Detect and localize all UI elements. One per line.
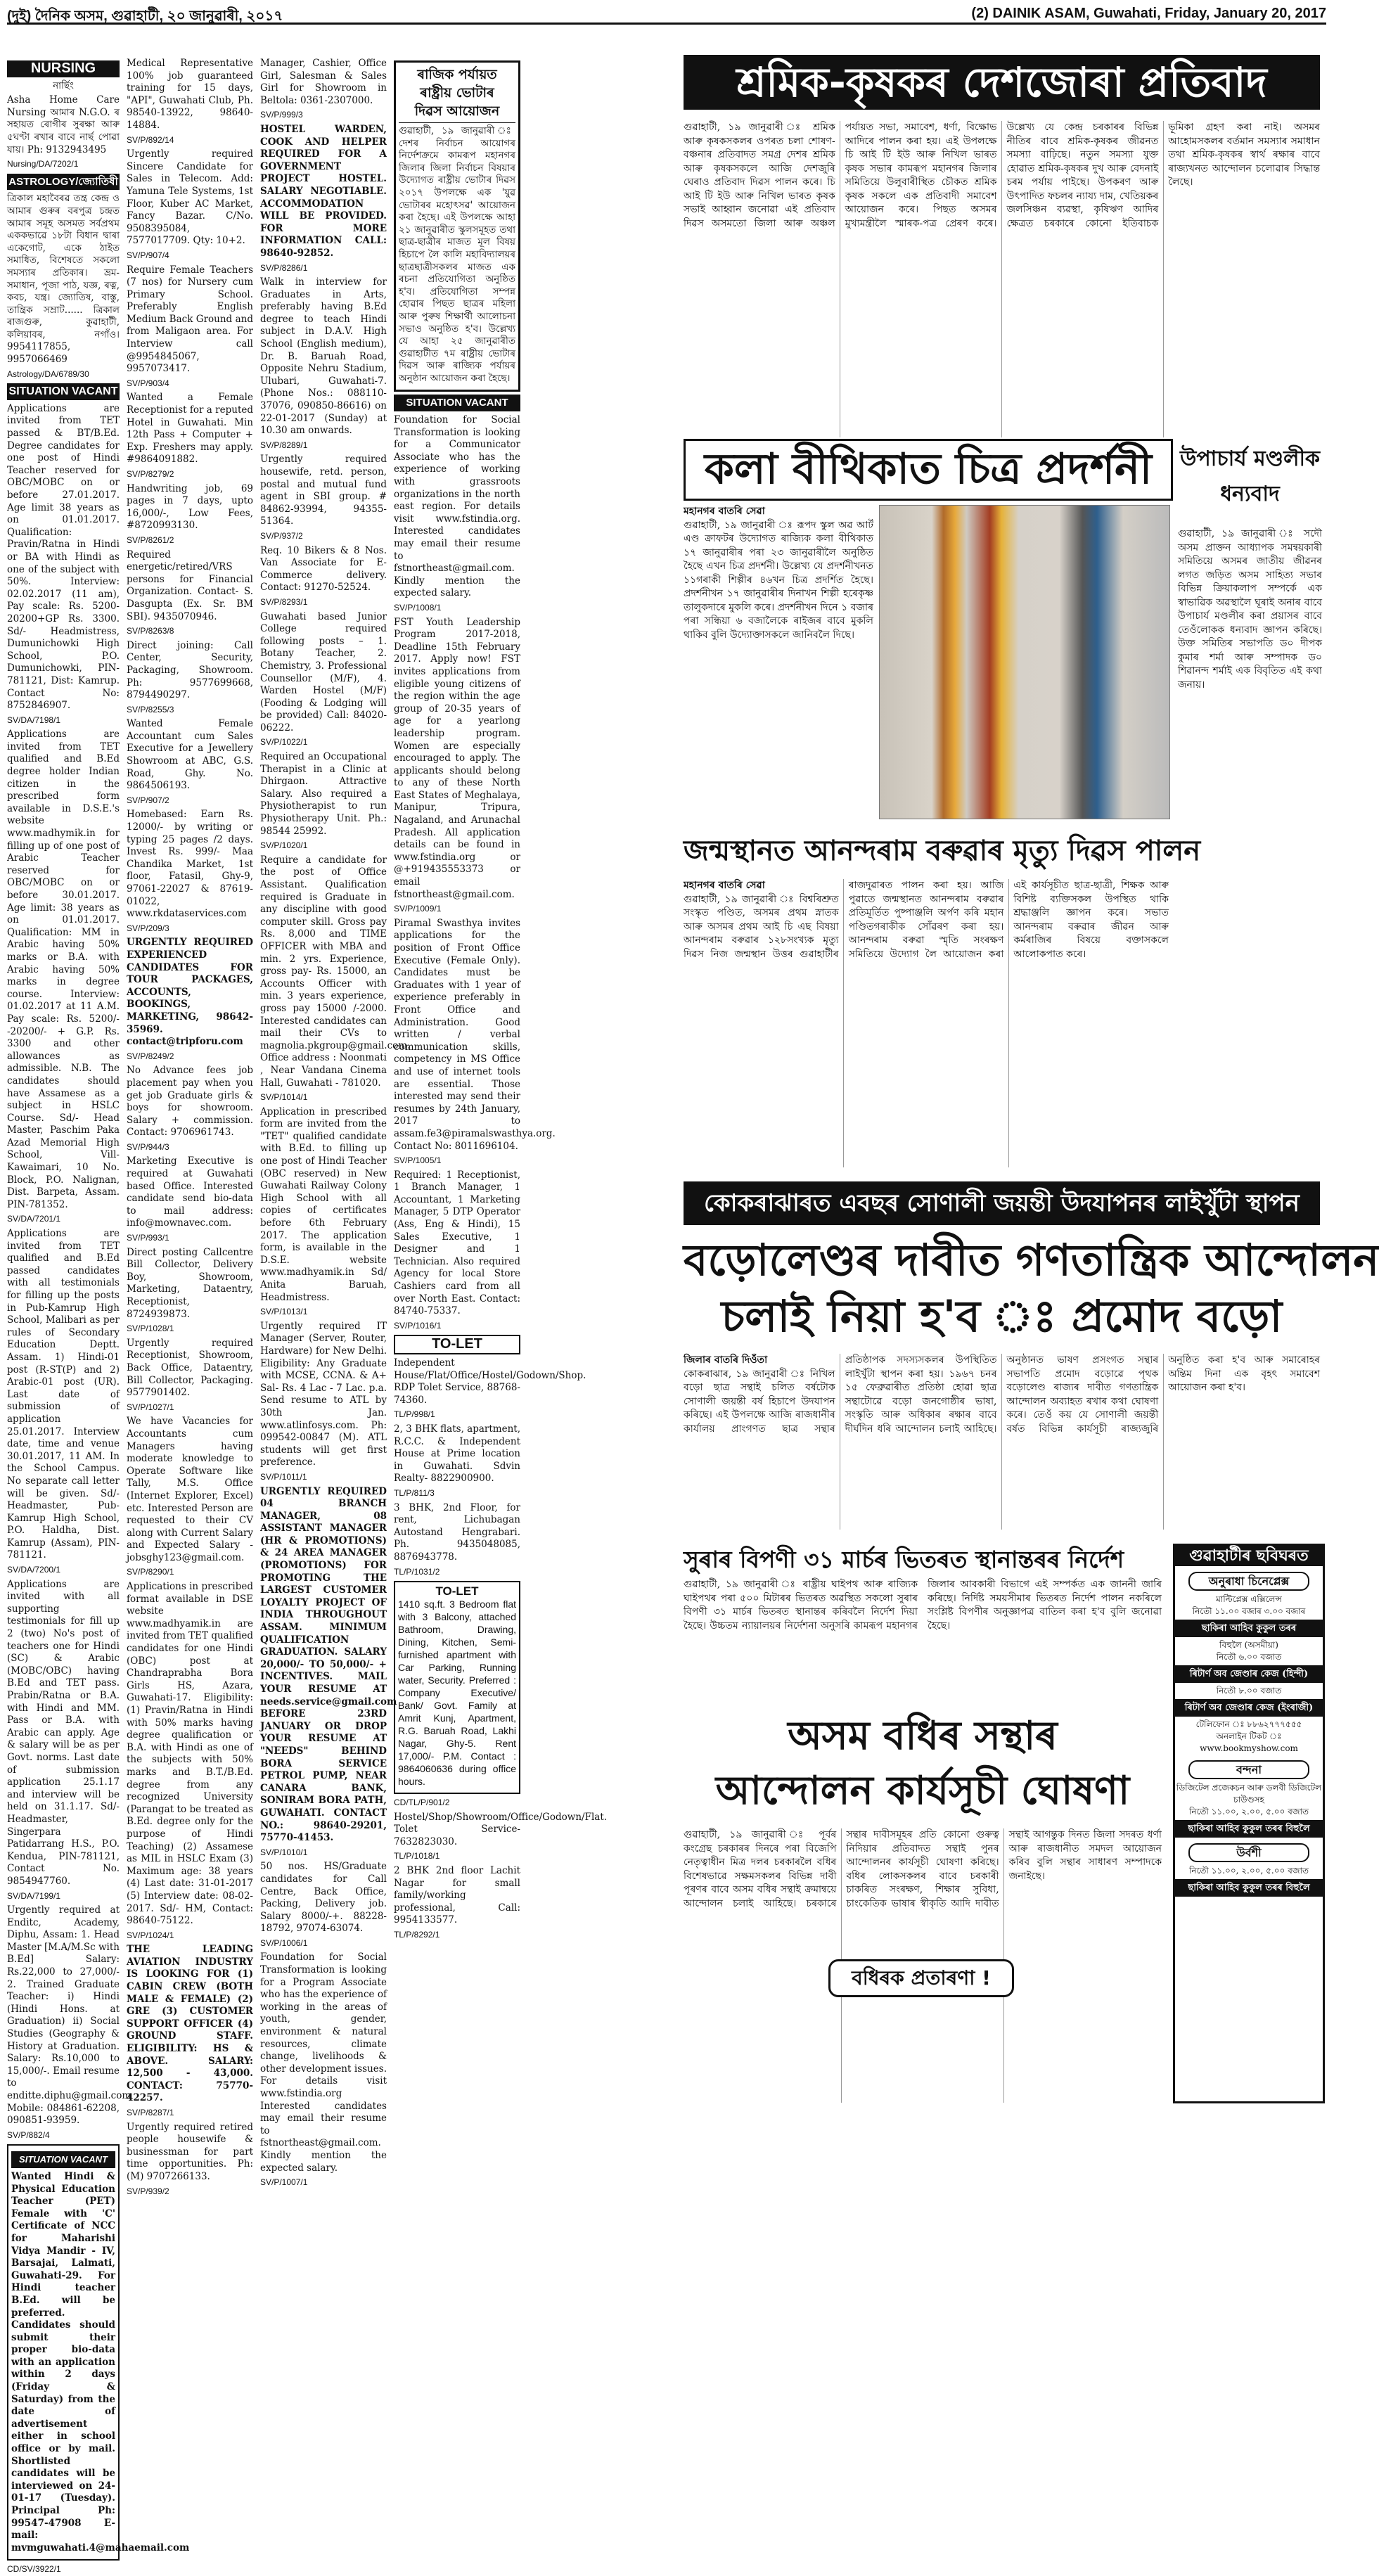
- ad-code: SV/P/903/4: [127, 378, 169, 388]
- classified-ad: No Advance fees job placement pay when you get job Graduate girls & boys for showroom. Salary + commission. Contact: 9706961743.: [127, 1065, 253, 1139]
- tolet-heading: TO-LET: [394, 1335, 520, 1354]
- classified-ad: Urgently required retired people housewife & businessman for part time opportunities. Ph: (M) 9707266133.: [127, 2121, 253, 2182]
- cinema-showtime-line: ডিজিটেল প্ৰজেকচন আৰু ডলবী ডিজিটেল চাউণ্ডসহ: [1176, 1783, 1322, 1805]
- classified-ad: Hostel/Shop/Showroom/Office/Godown/Flat. Tolet Service-7632823030.: [394, 1811, 608, 1847]
- article-2-text: গুৱাহাটী, ১৯ জানুৱাৰী ঃ রূপদ স্কুল অৱ আৰ্ট এণ্ড ক্ৰাফটৰ উদ্যোগত ৰাজ্যিক কলা বীথিকাত ১৭ জানুৱাৰীৰ পৰা ২৩ জানুৱাৰীলৈ অনুষ্ঠিত হৈছে এখন চিত্ৰ প্ৰদৰ্শনী। উল্লেখ্য যে প্ৰদৰ্শনীখনত ১১গৰাকী শিল্পীৰ ৪৬খন চিত্ৰ প্ৰদৰ্শিত হৈছে। প্ৰদৰ্শনীখন ১৭ জানুৱাৰীৰ দিনাখন শিল্পী হৰেকৃষ্ণ তালুকদাৰে মুকলি কৰে। প্ৰদৰ্শনীখন দিনে ১ বজাৰ পৰা সন্ধিয়া ৬ বজালৈকে ৰাইজৰ বাবে মুকলি থাকিব বুলি উদ্যোক্তাসকলে জানিবলৈ দিছে।: [684, 519, 873, 641]
- headline-3: উপাচাৰ্য মণ্ডলীক ধন্যবাদ: [1179, 447, 1321, 506]
- ad-code: SV/P/907/4: [127, 250, 169, 260]
- ad-code: Astrology/DA/6789/30: [7, 369, 89, 379]
- cinema-showtime-line: নিতৌ ৮.০০ বজাত: [1216, 1686, 1282, 1696]
- cinema-showtime-line: ছাকিৰা আহিব কুকুল তৰৰ: [1175, 1620, 1323, 1637]
- classified-ad: We have Vacancies for Accountants cum Managers having moderate knowledge to Operate Software like Tally, M.S. Office (Internet Explorer, Excel) etc. Interested Person are requested to their CV along with Current Salary and Expected Salary - jobsghy123@gmail.com.: [127, 1416, 253, 1563]
- ad-code: SV/P/1011/1: [260, 1471, 307, 1482]
- headline-6: সুৰাৰ বিপণী ৩১ মাৰ্চৰ ভিতৰত স্থানান্তৰৰ নিৰ্দেশ: [684, 1546, 1124, 1573]
- classified-ad: 3 BHK, 2nd Floor, for rent, Lichubagan Autostand Hengrabari. Ph. 9435048085, 8876943778.: [394, 1501, 520, 1563]
- article-4-text: গুৱাহাটী, ১৯ জানুৱাৰী ঃ বিশ্বৰিশ্ৰুত সংস্কৃত পণ্ডিত, অসমৰ প্ৰথম স্নাতক আৰু অসমৰ প্ৰথম আই চি এছ বিষয়া আনন্দৰাম বৰুৱাৰ ১২৮সংখ্যক মৃত্যু দিৱস নিজ জন্মস্থান উত্তৰ গুৱাহাটীৰ ৰাজদুৱাৰত পালন কৰা হয়। আজি পুৱাতে জন্মস্থানত আনন্দৰাম বৰুৱাৰ প্ৰতিমূৰ্তিত পুষ্পাঞ্জলি অৰ্পণ কৰি মহান পণ্ডিতগৰাকীক সোঁৱৰণ কৰা হয়। আনন্দৰাম বৰুৱা স্মৃতি সংৰক্ষণ সমিতিয়ে উদ্যোগ লৈ আয়োজন কৰা এই কাৰ্যসূচীত ছাত্ৰ-ছাত্ৰী, শিক্ষক আৰু বিশিষ্ট ব্যক্তিসকল উপস্থিত থাকি শ্ৰদ্ধাঞ্জলি জ্ঞাপন কৰে। সভাত আনন্দৰাম বৰুৱাৰ জীৱন আৰু কৰ্মৰাজিৰ বিষয়ে বক্তাসকলে আলোকপাত কৰে।: [684, 880, 1169, 960]
- classified-ad: URGENTLY REQUIRED EXPERIENCED CANDIDATES FOR TOUR PACKAGES, ACCOUNTS, BOOKINGS, MARKETING, 98642-35969. contact@tripforu.com: [127, 937, 253, 1048]
- classified-ad: URGENTLY REQUIRED 04 BRANCH MANAGER, 08 ASSISTANT MANAGER (HR & PROMOTIONS) & 24 AREA MANAGER (PROMOTIONS) FOR PROMOTING THE LARGEST CUSTOMER LOYALTY PROJECT OF INDIA THROUGHOUT ASSAM. MINIMUM QUALIFICATION GRADUATION. SALARY 20,000/- TO 50,000/- + INCENTIVES. MAIL YOUR RESUME AT needs.service@gmail.com BEFORE 23RD JANUARY OR DROP YOUR RESUME AT "NEEDS" BEHIND BORA SERVICE PETROL PUMP, NEAR CANARA BANK, SONIRAM BORA PATH, GUWAHATI. CONTACT NO.: 98640-29201, 75770-41453.: [260, 1485, 397, 1844]
- article-5-text: কোকৰাঝাৰ, ১৯ জানুৱাৰী ঃ নিখিল বড়ো ছাত্ৰ সন্থাই চলিত বৰ্ষটোক সোণালী জয়ন্তী বৰ্ষ হিচাপে উদযাপন কৰিছে। এই উপলক্ষে আজি ৰাজধানীৰ কাৰ্যালয় প্ৰাংগণত ছাত্ৰ সন্থাৰ প্ৰতিষ্ঠাপক সদস্যসকলৰ উপস্থিতিত লাইখুঁটা স্থাপন কৰা হয়। ১৯৬৭ চনৰ ১৫ ফেব্ৰুৱাৰীত প্ৰতিষ্ঠা হোৱা ছাত্ৰ সন্থাটোৱে বড়ো জনগোষ্ঠীৰ ভাষা, সংস্কৃতি আৰু অধিকাৰ ৰক্ষাৰ বাবে দীৰ্ঘদিন ধৰি আন্দোলন চলাই আহিছে। অনুষ্ঠানত ভাষণ প্ৰসংগত সন্থাৰ সভাপতি প্ৰমোদ বড়োৱে পৃথক বড়োলেণ্ড ৰাজ্যৰ দাবীত গণতান্ত্ৰিক আন্দোলন অব্যাহত ৰখাৰ কথা ঘোষণা কৰে। তেওঁ কয় যে সোণালী জয়ন্তী বৰ্ষত বিভিন্ন কাৰ্যসূচী ৰাজ্যজুৰি অনুষ্ঠিত কৰা হ'ব আৰু সমাৰোহৰ অন্তিম দিনা এক বৃহৎ সমাবেশ আয়োজন কৰা হ'ব।: [684, 1354, 1320, 1435]
- ad-code: SV/P/8261/2: [127, 534, 174, 545]
- article-6: [684, 1578, 1162, 1705]
- classified-ad: Manager, Cashier, Office Girl, Salesman & Sales Girl for Showroom in Beltola: 0361-2307000.: [260, 58, 387, 106]
- boxed-ad-text: Wanted Hindi & Physical Education Teacher (PET) Female with 'C' Certificate of NCC for Maharishi Vidya Mandir - IV, Barsajai, Lalmati, Guwahati-29. For Hindi teacher B.Ed. will be preferred. Candidates should submit their proper bio-data with an application within 2 days (Friday & Saturday) from the date of advertisement either in school office or by mail. Shortlisted candidates will be interviewed on 24-01-17 (Tuesday). Principal Ph: 99547-47908 E-mail: mvmguwahati.4@mahaemail.com: [11, 2170, 190, 2553]
- classified-ad: Require Female Teachers (7 nos) for Nursery cum Primary School. Preferably English Medium Back Ground and from Maligaon area. For Interview call @9954845067, 9957073417.: [127, 264, 253, 375]
- ad-list: [127, 58, 253, 2198]
- cinema-listing: [1173, 1544, 1325, 2103]
- classified-ad: Wanted Female Accountant cum Sales Executive for a Jewellery Showroom at ABC, G.S. Road, Ghy. No. 9864506193.: [127, 718, 253, 792]
- ad-code: TL/P/998/1: [394, 1409, 435, 1420]
- ad-code: SV/P/8293/1: [260, 596, 308, 607]
- cinema-showtime-line: ৰিটাৰ্ণ অব জেণ্ডাৰ কেজ (ইংৰাজী): [1175, 1699, 1323, 1717]
- ad-code: SV/P/1020/1: [260, 840, 308, 851]
- tolet-box-text: 1410 sq.ft. 3 Bedroom flat with 3 Balcony, attached Bathroom, Drawing, Dining, Kitchen, Semi-furnished apartment with Car Parking, Running water, Security. Preferred : Company Executive/ Bank/ Govt. Family at Amrit Kunj, Apartment, R.G. Baruah Road, Lakhi Nagar, Ghy-5. Rent 17,000/- P.M. Contact : 9864060636 during office hours.: [398, 1598, 516, 1788]
- header-left: (দুই) দৈনিক অসম, গুৱাহাটী, ২০ জানুৱাৰী, ২০১৭: [7, 8, 283, 24]
- ad-code: CD/SV/3922/1: [7, 2564, 61, 2575]
- tolet-list: [394, 1357, 586, 1578]
- ad-code: SV/P/944/3: [127, 1141, 169, 1152]
- ad-code: SV/P/1027/1: [127, 1402, 174, 1412]
- classified-ad: THE LEADING AVIATION INDUSTRY IS LOOKING FOR (1) CABIN CREW (BOTH MALE & FEMALE) (2) GRE (3) CUSTOMER SUPPORT OFFICER (4) GROUND STAFF. ELIGIBILITY: HS & ABOVE. SALARY: 12,500 - 43,000. CONTACT: 75770-42257.: [127, 1944, 253, 2104]
- ad-code: SV/DA/7200/1: [7, 1565, 61, 1575]
- ad-code: TL/P/811/3: [394, 1487, 435, 1498]
- nursing-ad: Asha Home Care Nursing আমাৰ N.G.O. ৰ সহায়ত ৰোগীৰ সুৰক্ষা আৰু ৫ঘণ্টা ৰখাৰ বাবে নাৰ্ছ পোৱা যায়। Ph: 9132943495: [7, 94, 120, 155]
- bodo-union-banner: কোকৰাঝাৰত এবছৰ সোণালী জয়ন্তী উদযাপনৰ লাইখুঁটা স্থাপন: [684, 1181, 1320, 1225]
- article-5-byline: জিলাৰ বাতৰি দিওঁতা: [684, 1354, 768, 1366]
- classified-ad: Urgently required IT Manager (Server, Router, Hardware) for New Delhi. Eligibility: Any Graduate with MCSE, CCNA. & A+ Sal- Rs. 4 Lac - 7 Lac. p.a. Send resume to ATL by 30th Jan. www.atlinfosys.com. Ph: 099542-00847 (M). ATL students will get first preference.: [260, 1320, 387, 1468]
- ad-code: SV/P/8287/1: [127, 2108, 174, 2117]
- cinema-hall-name: বন্দনা: [1188, 1760, 1309, 1779]
- ad-code: SV/P/939/2: [127, 2186, 169, 2196]
- cinema-showtime-line: www.bookmyshow.com: [1200, 1743, 1298, 1753]
- ad-code: SV/P/892/14: [127, 134, 174, 145]
- classified-ad: Medical Representative 100% job guaranteed training for 15 days, "API", Guwahati Club, Ph. 98540-13922, 98640-14884.: [127, 58, 253, 131]
- page-header: [7, 4, 1326, 25]
- classified-ad: Piramal Swasthya invites applications for the position of Front Office Executive (Female Only). Candidates must be Graduates with 1 year of experience preferably in Front Office and Administration. Good written / verbal communication skills, competency in MS Office and use of internet tools are essential. Those interested may send their resumes by 24th January, 2017 to assam.fe3@piramalswasthya.org. Contact No: 8011696104.: [394, 917, 556, 1152]
- headline-2: কলা বীথিকাত চিত্ৰ প্ৰদৰ্শনী: [684, 439, 1173, 501]
- classifieds-column-3: [260, 58, 411, 2188]
- cinema-hall-name: উৰ্বশী: [1188, 1843, 1309, 1862]
- classified-ad: 50 nos. HS/Graduate candidates for Call Centre, Back Office, Packing, Delivery job. Salary 8000/-+. 88228-18792, 97074-63074.: [260, 1861, 387, 1935]
- ad-code: SV/P/209/3: [127, 923, 169, 933]
- classified-ad: Foundation for Social Transformation is looking for a Communicator Associate who has the experience of working with grassroots organizations in the north east region. For details visit www.fstindia.org. Interested candidates may email their resume to fstnortheast@gmail.com. Kindly mention the expected salary.: [394, 414, 520, 599]
- article-3-text: গুৱাহাটী, ১৯ জানুৱাৰী ঃ সদৌ অসম প্ৰাক্তন আধ্যাপক সমন্বয়কাৰী সমিতিয়ে অসমৰ জাতীয় জীৱনৰ লগত জড়িত অসম সাহিত্য সভাৰ বিভিন্ন ক্ৰিয়াকলাপ সম্পৰ্কে এক স্বাভাৱিক অৱস্থালৈ ঘূৰাই অনাৰ বাবে উপাচাৰ্য মণ্ডলীৰ কৰা প্ৰয়াসৰ বাবে তেওঁলোকক ধন্যবাদ জ্ঞাপন কৰিছে। উক্ত সমিতিৰ সভাপতি ড০ দীপক কুমাৰ শৰ্মা আৰু সম্পাদক ড০ শিৱানন্দ শৰ্মাই এক বিবৃতিত এই কথা জনায়।: [1178, 528, 1322, 691]
- article-1: [684, 121, 1320, 437]
- ad-code: SV/P/1022/1: [260, 737, 308, 748]
- headline-1: শ্ৰমিক-কৃষকৰ দেশজোৰা প্ৰতিবাদ: [684, 55, 1320, 110]
- cinema-showtime-line: বিহুলৈ (অসমীয়া): [1219, 1640, 1278, 1650]
- ad-code: SV/P/1016/1: [394, 1320, 442, 1331]
- nursing-subheading: নাৰ্ছিং: [53, 79, 74, 91]
- ad-code: SV/P/1009/1: [394, 904, 442, 914]
- classified-ad: Handwriting job, 69 pages in 7 days, upto 16,000/-, Low Fees, #8720993130.: [127, 482, 253, 532]
- article-4-byline: মহানগৰ বাতৰি সেৱা: [684, 880, 765, 891]
- ad-code: SV/P/8249/2: [127, 1051, 174, 1061]
- astrology-ad: ত্ৰিকাল মহাবৈৰৱ তন্ত্ৰ কেন্দ্ৰ ও আমাৰ গুৰুৰ বৰপুত্ৰ চন্দ্ৰত আমাৰ সমূহ অসমত সৰ্বপ্ৰথম এককভাৱে ১৮টা বিধান দ্বাৰা একেগোট, একে ঠাইত সমাধিত, বিশেষতে সকলো সমস্যাৰ প্ৰতিকাৰ। ভ্ৰম-সমাধান, পূজা পাঠ, যজ্ঞ, ৰত্ন, কবচ, যন্ত্ৰ। জ্যোতিষ, বাস্তু, তান্ত্ৰিক সম্ৰাট...... ত্ৰিকাল ৰাজগুৰু, কুৱাহাটী, কলিয়াবৰ, নগাঁও। 9954117855, 9957066469: [7, 193, 120, 366]
- classified-ad: Applications are invited from TET qualified and B.Ed passed candidates with all testimonials for filling up the posts in Pub-Kamrup High School, Malibari as per rules of Secondary Education Deptt. Assam. 1) Hindi-01 post (R-ST(P) and 2) Arabic-01 post (UR). Last date of submission of application 25.01.2017. Interview date, time and venue 30.01.2017, 11 AM. In the School Campus. No separate call letter will be given. Sd/- Headmaster, Pub-Kamrup High School, P.O. Haldha, Dist. Kamrup (Assam), PIN-781121.: [7, 1228, 120, 1561]
- ad-code: SV/P/8290/1: [127, 1567, 174, 1577]
- exhibition-photo: [879, 505, 1170, 819]
- headline-4: জন্মস্থানত আনন্দৰাম বৰুৱাৰ মৃত্যু দিৱস পালন: [684, 835, 1201, 867]
- classified-ad: Required: 1 Receptionist, 1 Branch Manager, 1 Accountant, 1 Marketing Manager, 5 DTP Operator (Ass, Eng & Hindi), 15 Sales Executive, 1 Designer and 1 Technician. Also required Agency for local Store Cashiers card from all over North East. Contact: 84740-75337.: [394, 1169, 520, 1317]
- voter-day-headline-1: ৰাজিক পৰ্যায়ত: [417, 67, 497, 82]
- cinema-showtime-line: ৰিটাৰ্ণ অব জেণ্ডাৰ কেজ (হিন্দী): [1175, 1665, 1323, 1683]
- classified-ad: FST Youth Leadership Program 2017-2018, Deadline 15th February 2017. Apply now! FST invites applications from eligible young citizens of the region within the age group of 20-35 years of age for a yearlong leadership program. Women are especially encouraged to apply. The applicants should belong to any of these North East States of Meghalaya, Manipur, Tripura, Nagaland, and Arunachal Pradesh. All application details can be found in www.fstindia.org or @+919435553373 or email fstnortheast@gmail.com.: [394, 616, 520, 900]
- ad-code: SV/P/8286/1: [260, 262, 308, 273]
- situation-vacant-heading: SITUATION VACANT: [7, 383, 120, 400]
- classified-ad: Urgently required at Enditc, Academy, Diphu, Assam: 1. Head Master [M.A/M.Sc with B.Ed] Salary: Rs.22,000 to 27,000/- 2. Trained Graduate Teacher: i) Hindi (Hindi Hons. at Graduation) ii) Social Studies (Geography & History at Graduation. Salary: Rs.10,000 to 15,000/-. Email resume to enditte.diphu@gmail.com Mobile: 084861-62208, 090851-93959.: [7, 1904, 132, 2127]
- ad-code: SV/P/1007/1: [260, 2177, 308, 2188]
- ad-code: SV/P/882/4: [7, 2129, 50, 2140]
- ad-code: SV/P/1005/1: [394, 1155, 442, 1166]
- ad-code: SV/DA/7198/1: [7, 715, 61, 725]
- article-2: [684, 505, 873, 828]
- ad-code: SV/P/1006/1: [260, 1937, 308, 1948]
- classifieds-column-4: [394, 58, 608, 2101]
- classified-ad: Direct posting Callcentre Bill Collector, Delivery Boy, Showroom, Marketing, Dataentry, Receptionist, 8724939873.: [127, 1246, 253, 1320]
- ad-code: Nursing/DA/7202/1: [7, 159, 79, 169]
- ad-code: SV/DA/7199/1: [7, 1890, 61, 1901]
- classified-ad: HOSTEL WARDEN, COOK AND HELPER REQUIRED FOR A GOVERNMENT PROJECT HOSTEL. SALARY NEGOTIABLE. ACCOMMODATION WILL BE PROVIDED. FOR MORE INFORMATION CALL: 98640-92852.: [260, 123, 387, 259]
- ad-code: SV/P/1013/1: [260, 1307, 308, 1317]
- voter-day-headline-2: ৰাষ্ট্ৰীয় ভোটাৰ: [420, 85, 494, 101]
- classified-ad: Independent House/Flat/Office/Hostel/Godown/Shop. RDP Tolet Service, 88768-74360.: [394, 1357, 586, 1406]
- nursing-heading: NURSING: [7, 60, 120, 77]
- classified-ad: Urgently required Sincere Candidate for Sales in Telecom. Add: Yamuna Tele Systems, 1st Floor, Kuber AC Market, Fancy Bazar. C/No. 9508395084, 7577017709. Qty: 10+2.: [127, 148, 253, 247]
- headline-7a: অসম বধিৰ সন্থাৰ: [788, 1713, 1058, 1759]
- classified-ad: Req. 10 Bikers & 8 Nos. Van Associate for E-Commerce delivery. Contact: 91270-52524.: [260, 544, 387, 594]
- classified-ad: Require a candidate for the post of Office Assistant. Qualification required is Graduate in any discipline with good computer skill. Gross pay Rs. 8,000 and TIME OFFICER with MBA and min. 2 yrs. Experience, gross pay- Rs. 15000, an Accounts Officer with min. 3 years experience, gross pay 15000 /-2000. Interested candidates can mail their CVs to magnolia.pkgroup@gmail.com. Office address : Noonmati , Near Vandana Cinema Hall, Guwahati - 781020.: [260, 854, 411, 1089]
- ad-code: SV/P/1028/1: [127, 1324, 174, 1334]
- classified-ad: Application in prescribed form are invited from the "TET" qualified candidate with B.Ed. to filling up one post of Hindi Teacher (OBC reserved) in New Guwahati Railway Colony High School with all copies of certificates before 6th February 2017. The application form, is available in the D.S.E. website www.madhyamik.in Sd/ Anita Baruah, Headmistress.: [260, 1106, 387, 1303]
- ad-code: SV/P/8289/1: [260, 440, 308, 450]
- article-7-text: গুৱাহাটী, ১৯ জানুৱাৰী ঃ পূৰ্বৰ কংগ্ৰেছ চৰকাৰৰ দিনৰে পৰা বিজেপি নেতৃত্বাধীন মিত্ৰ দলৰ চৰকাৰলৈ বধিৰ বিশেষভাৱে সক্ষমসকলৰ বিভিন্ন দাবী পূৰণৰ বাবে অসম বধিৰ সন্থাই ক্ৰমান্বয়ে আন্দোলন চলাই আহিছে। চৰকাৰে সন্থাৰ দাবীসমূহৰ প্ৰতি কোনো গুৰুত্ব নিদিয়াৰ প্ৰতিবাদত সন্থাই পুনৰ আন্দোলনৰ কাৰ্যসূচী ঘোষণা কৰিছে। বধিৰ লোকসকলৰ বাবে চৰকাৰী চাকৰিত সংৰক্ষণ, শিক্ষাৰ সুবিধা, চাংকেতিক ভাষাৰ স্বীকৃতি আদি দাবীত সন্থাই আগন্তুক দিনত জিলা সদৰত ধৰ্ণা আৰু ৰাজধানীত সমদল আয়োজন কৰিব বুলি সন্থাৰ সাধাৰণ সম্পাদকে জনাইছে।: [684, 1829, 1162, 1909]
- ad-code: SV/P/907/2: [127, 795, 169, 805]
- ad-code: SV/P/8263/8: [127, 626, 174, 636]
- ad-list: [394, 414, 556, 1332]
- classified-ad: Required an Occupational Therapist in a Clinic at Dhirgaon. Attractive Salary. Also required a Physiotherapist to run Physiotherapy Unit. Ph.: 98544 25992.: [260, 751, 387, 837]
- article-1-text: গুৱাহাটী, ১৯ জানুৱাৰী ঃ শ্ৰমিক আৰু কৃষকসকলৰ ওপৰত চলা শোষণ-বঞ্চনাৰ প্ৰতিবাদত সমগ্ৰ দেশৰ শ্ৰমিক আৰু কৃষকসকলে আজি দেশজুৰি ঘেৰাও প্ৰতিবাদ দিৱস পালন কৰে। চি আই টি ইউ আৰু নিখিল ভাৰত কৃষক সভাই আহ্বান জনোৱা এই প্ৰতিবাদ দিৱস অসমতো জিলা আৰু অঞ্চল পৰ্যায়ত সভা, সমাবেশ, ধৰ্ণা, বিক্ষোভ আদিৰে পালন কৰা হয়। এই উপলক্ষে চি আই টি ইউ আৰু নিখিল ভাৰত কৃষক সভাৰ কামৰূপ মহানগৰ জিলাৰ সমিতিয়ে উলুবাৰীস্থিত চৌকত শ্ৰমিক কৃষক সকলে এক প্ৰতিবাদী সমাবেশ আয়োজন কৰে। পিছত অসমৰ মুখ্যমন্ত্ৰীলৈ স্মাৰক-পত্ৰ প্ৰেৰণ কৰে। উল্লেখ্য যে কেন্দ্ৰ চৰকাৰৰ বিভিন্ন নীতিৰ বাবে শ্ৰমিক-কৃষকৰ জীৱনত সমস্যা বাঢ়িছে। নতুন সমস্যা যুক্ত হোৱাত শ্ৰমিক-কৃষকৰ দুখ আৰু বেদনাই চৰম পৰ্যায় পাইছে। উপকৰণ আৰু উৎপাদিত ফচলৰ ন্যায্য দাম, খেতিয়কৰ জলসিঞ্চন ব্যৱস্থা, কৃষিঋণ আদিৰ ক্ষেত্ৰত চৰকাৰে কোনো ইতিবাচক ভূমিকা গ্ৰহণ কৰা নাই। অসমৰ আহোমসকলৰ বৰ্তমান সমস্যাৰ সমাধান তথা শ্ৰমিক-কৃষকৰ স্বাৰ্থ ৰক্ষাৰ বাবে ৰাজ্যখনত আন্দোলন চলোৱাৰ সিদ্ধান্ত লৈছে।: [684, 122, 1320, 229]
- article-6-text: গুৱাহাটী, ১৯ জানুৱাৰী ঃ ৰাষ্ট্ৰীয় ঘাইপথ আৰু ৰাজ্যিক ঘাইপথৰ পৰা ৫০০ মিটাৰৰ ভিতৰত অৱস্থিত সকলো সুৰাৰ বিপণী ৩১ মাৰ্চৰ ভিতৰত স্থানান্তৰ কৰিবলৈ নিৰ্দেশ দিয়া হৈছে। উচ্চতম ন্যায়ালয়ৰ নিৰ্দেশনা অনুসৰি কামৰূপ মহানগৰ জিলাৰ আবকাৰী বিভাগে এই সম্পৰ্কত এক জাননী জাৰি কৰিছে। নিৰ্দিষ্ট সময়সীমাৰ ভিতৰত নিৰ্দেশ পালন নকৰিলে সংশ্লিষ্ট বিপণীৰ অনুজ্ঞাপত্ৰ বাতিল কৰা হ'ব বুলি জনোৱা হৈছে।: [684, 1579, 1162, 1632]
- classified-ad: 2, 3 BHK flats, apartment, R.C.C. & Independent House at Prime location in Guwahati. Sdvin Realty- 8822900900.: [394, 1423, 520, 1485]
- ad-list: [7, 402, 132, 2142]
- ad-code: TL/P/1031/2: [394, 1566, 440, 1577]
- voter-day-news-box: [394, 60, 520, 392]
- ad-code: TL/P/8292/1: [394, 1930, 440, 1940]
- situation-vacant-heading: SITUATION VACANT: [394, 395, 520, 411]
- boxed-ad-heading: SITUATION VACANT: [11, 2151, 115, 2168]
- classified-ad: Required energetic/retired/VRS persons for Financial Organization. Contact- S. Dasgupta (Ex. Sr. BM SBI). 9435070946.: [127, 549, 253, 622]
- astrology-heading: ASTROLOGY/জ্যোতিষী: [7, 174, 120, 191]
- classified-ad: Urgently required housewife, retd. person, postal and mutual fund agent in SBI group. # 84862-93994, 94355-51364.: [260, 454, 387, 527]
- tolet-list-2: [394, 1811, 608, 1942]
- ad-code: SV/P/1024/1: [127, 1930, 174, 1940]
- cinema-showtime-line: নিতৌ ১১.০০ বজাৰ ৩.০০ বজাৰ: [1192, 1606, 1306, 1616]
- ad-code: SV/P/8255/3: [127, 704, 174, 715]
- classified-ad: Urgently required Receptionist, Showroom, Back Office, Dataentry, Bill Collector, Packaging. 9577901402.: [127, 1337, 253, 1399]
- cinema-showtime-line: নিতৌ ১১.০০, ২.০০, ৫.০০ বজাত: [1188, 1866, 1309, 1876]
- classifieds-column-2: [127, 58, 253, 2196]
- deaf-fraud-callout: বধিৰক প্ৰতাৰণা !: [828, 1959, 1014, 1997]
- ad-code: SV/P/1010/1: [260, 1847, 308, 1857]
- ad-code: TL/P/1018/1: [394, 1851, 440, 1861]
- classified-ad: Walk in interview for Graduates in Arts, preferably having B.Ed degree to teach Hindi subject in D.A.V. High School (English medium), Dr. B. Baruah Road, Opposite Nehru Stadium, Ulubari, Guwahati-7. (Phone Nos.: 088110-37076, 090850-86616) on 22-01-2017 (Sunday) at 10.30 am onwards.: [260, 276, 387, 437]
- ad-code: SV/P/999/3: [260, 110, 303, 120]
- tolet-box-heading: TO-LET: [435, 1584, 479, 1598]
- article-5: [684, 1354, 1320, 1530]
- classified-ad: Applications are invited from TET qualified and B.Ed degree holder Indian citizen in the prescribed form available in D.S.E.'s website www.madhymik.in for filling up of one post of Arabic Teacher reserved for OBC/MOBC on or before 30.01.2017. Age limit: 38 years as on 01.01.2017. Qualification: MM in Arabic having 50% marks or B.A. with Arabic having 50% marks in degree course. Interview: 01.02.2017 at 11 A.M. Pay scale: Rs. 5200/- -20200/- + G.P. Rs. 3300 and other allowances as admissible. N.B. The candidates should have Assamese as a subject in HSLC Course. Sd/- Head Master, Paschim Paka Azad Memorial High School, Vill- Kawaimari, 10 No. Block, P.O. Nalignan, Dist. Barpeta, Assam. PIN-781352.: [7, 729, 120, 1210]
- ad-code: SV/P/937/2: [260, 530, 303, 541]
- ad-code: SV/P/8279/2: [127, 469, 174, 479]
- cinema-showtime-line: মাল্টিপ্লেক্স এক্সিলেন্স: [1216, 1594, 1282, 1604]
- header-right: (2) DAINIK ASAM, Guwahati, Friday, January 20, 2017: [971, 6, 1326, 21]
- cinema-showtime-line: নিতৌ ১১.০০, ২.০০, ৫.০০ বজাত: [1188, 1807, 1309, 1816]
- cinema-hall-name: অনুৰাধা চিনেপ্লেক্স: [1188, 1572, 1309, 1591]
- headline-5a: বড়োলেণ্ডৰ দাবীত গণতান্ত্ৰিক আন্দোলন: [684, 1234, 1379, 1286]
- classified-ad: Applications are invited with all supporting testimonials for fill up 2 (two) No's post of teachers one for Hindi (SC) & Arabic (MOBC/OBC) having B.Ed and TET pass. Prabin/Ratna or B.A. with Hindi and MM. Pass or B.A. with Arabic can apply. Age & salary will be as per Govt. norms. Last date of submission application 25.1.17 and interview will be held on 31.1.17. Sd/- Headmaster, Singerpara Patidarrang H.S., P.O. Kendua, PIN-781121, Contact No. 9854947760.: [7, 1578, 120, 1887]
- article-4: [684, 879, 1169, 1167]
- cinema-showtime-line: নিতৌ ৬.০০ বজাত: [1216, 1652, 1282, 1662]
- ad-code: SV/P/993/1: [127, 1233, 169, 1243]
- cinema-showtime-line: টেলিফোন ঃ ৮৮৬২৭৭৭৫৫৫: [1195, 1719, 1302, 1729]
- classified-ad: Homebased: Earn Rs. 12000/- by writing or typing 25 pages /2 days. Invest Rs. 999/- Maa Chandika Market, 1st floor, Fatasil, Ghy-9, 97061-22027 & 87619-01022, www.rkdataservices.com: [127, 809, 253, 920]
- cinema-listing-title: গুৱাহাটীৰ ছবিঘৰত: [1175, 1546, 1323, 1566]
- voter-day-headline-3: দিৱস আয়োজন: [414, 103, 500, 119]
- classified-ad: Direct joining: Call Center, Security, Packaging, Showroom. Ph: 9577699668, 8794490297.: [127, 639, 253, 701]
- ad-code: SV/DA/7201/1: [7, 1214, 61, 1224]
- classified-ad: Guwahati based Junior College required following posts – 1. Botany Teacher, 2. Chemistry, 3. Professional Counsellor (M/F), 4. Warden Hostel (M/F) (Fooding & Lodging will be provided) Call: 84020-06222.: [260, 610, 387, 733]
- ad-code: SV/P/1008/1: [394, 602, 442, 613]
- headline-7b: আন্দোলন কাৰ্যসূচী ঘোষণা: [715, 1768, 1130, 1814]
- cinema-showtime-line: অনলাইন টিকট ঃ: [1216, 1731, 1282, 1741]
- voter-day-text: গুৱাহাটী, ১৯ জানুৱাৰী ঃ দেশৰ নিৰ্বাচন আয়োগৰ নিৰ্দেশক্ৰমে কামৰূপ মহানগৰ জিলাৰ জিলা নিৰ্বাচন বিষয়াৰ উদ্যোগত ৰাষ্ট্ৰীয় ভোটাৰ দিৱস ২০১৭ উপলক্ষে এক 'যুৱ ভোটাৰৰ মহোৎসৱ' আয়োজন কৰা হৈছে। এই উপলক্ষে আহা ২১ জানুৱাৰীত স্কুলসমূহত তথা ছাত্ৰ-ছাত্ৰীৰ মাজত মূল বিষয় হিচাপে লৈ কালি মহাবিদ্যালয়ৰ ছাত্ৰছাত্ৰীসকলৰ মাজত এক ৰচনা প্ৰতিযোগিতা অনুষ্ঠিত হ'ব। প্ৰতিযোগিতা সম্পন্ন হোৱাৰ পিছত ছাত্ৰৰ মহিলা আৰু পুৰুষ শিক্ষাৰ্থী আলোচনা সভাও অনুষ্ঠিত হ'ব। উল্লেখ্য যে আহা ২৫ জানুৱাৰীত গুৱাহাটীত ৭ম ৰাষ্ট্ৰীয় ভোটাৰ দিৱস আৰু ৰাজ্যিক পৰ্যায়ৰ অনুষ্ঠান আয়োজন কৰা হৈছে।: [399, 125, 515, 384]
- cinema-halls: [1175, 1572, 1323, 1897]
- classified-ad: 2 BHK 2nd floor Lachit Nagar for small family/working professional, Call: 9954133577.: [394, 1865, 520, 1926]
- classified-ad: Applications in prescribed format available in DSE website www.madhyamik.in are invited from TET qualified candidates for one Hindi (OBC) post at Chandraprabha Bora Girls HS, Azara, Guwahati-17. Eligibility: (1) Pravin/Ratna in Hindi with 50% marks having degree qualification or B.A. with Hindi as one of the subjects with 50% marks and B.T./B.Ed. degree from any recognized University (Parangat to be treated as B.Ed. degree only for the purpose of Hindi Teaching) (2) Assamese as MIL in HSLC Exam (3) Maximum age: 38 years (4) Last date: 31-01-2017 (5) Interview date: 08-02-2017. Sd/- HM, Contact: 98640-75122.: [127, 1581, 253, 1927]
- ad-list: [260, 58, 411, 2189]
- classified-ad: Wanted a Female Receptionist for a reputed Hotel in Guwahati. Min 12th Pass + Computer + Exp. Freshers may apply. #9864091882.: [127, 392, 253, 466]
- classified-ad: Applications are invited from TET passed & BT/B.Ed. Degree candidates for one post of Hindi Teacher reserved for OBC/MOBC on or before 27.01.2017. Age limit 38 years as on 01.01.2017. Qualification: Pravin/Ratna in Hindi or BA with Hindi as one of the subject with 50%. Interview: 02.02.2017 (11 am), Pay scale: Rs. 5200-20200+GP Rs. 3300. Sd/- Headmistress, Dumunichowki High School, P.O. Dumunichowki, PIN-781121, Dist: Kamrup. Contact No: 8752846907.: [7, 402, 120, 712]
- classified-ad: Marketing Executive is required at Guwahati based Office. Interested candidate send bio-data to mail address: info@mownavec.com.: [127, 1155, 253, 1229]
- ad-code: SV/P/1014/1: [260, 1092, 308, 1103]
- cinema-showtime-line: ছাকিৰা আহিব কুকুল তৰৰ বিহুলৈ: [1175, 1879, 1323, 1897]
- cinema-showtime-line: ছাকিৰা আহিব কুকুল তৰৰ বিহুলৈ: [1175, 1820, 1323, 1838]
- ad-code: CD/TL/P/901/2: [394, 1798, 450, 1808]
- classified-ad: Foundation for Social Transformation is looking for a Program Associate who has the experience of working in the areas of youth, gender, environment & natural resources, climate change, livelihoods & other development issues. For details visit www.fstindia.org Interested candidates may email their resume to fstnortheast@gmail.com. Kindly mention the expected salary.: [260, 1952, 387, 2174]
- tolet-boxed-ad: [394, 1581, 520, 1794]
- headline-5b: চলাই নিয়া হ'ব ঃ প্ৰমোদ বড়ো: [721, 1290, 1283, 1342]
- article-2-byline: মহানগৰ বাতৰি সেৱা: [684, 506, 765, 517]
